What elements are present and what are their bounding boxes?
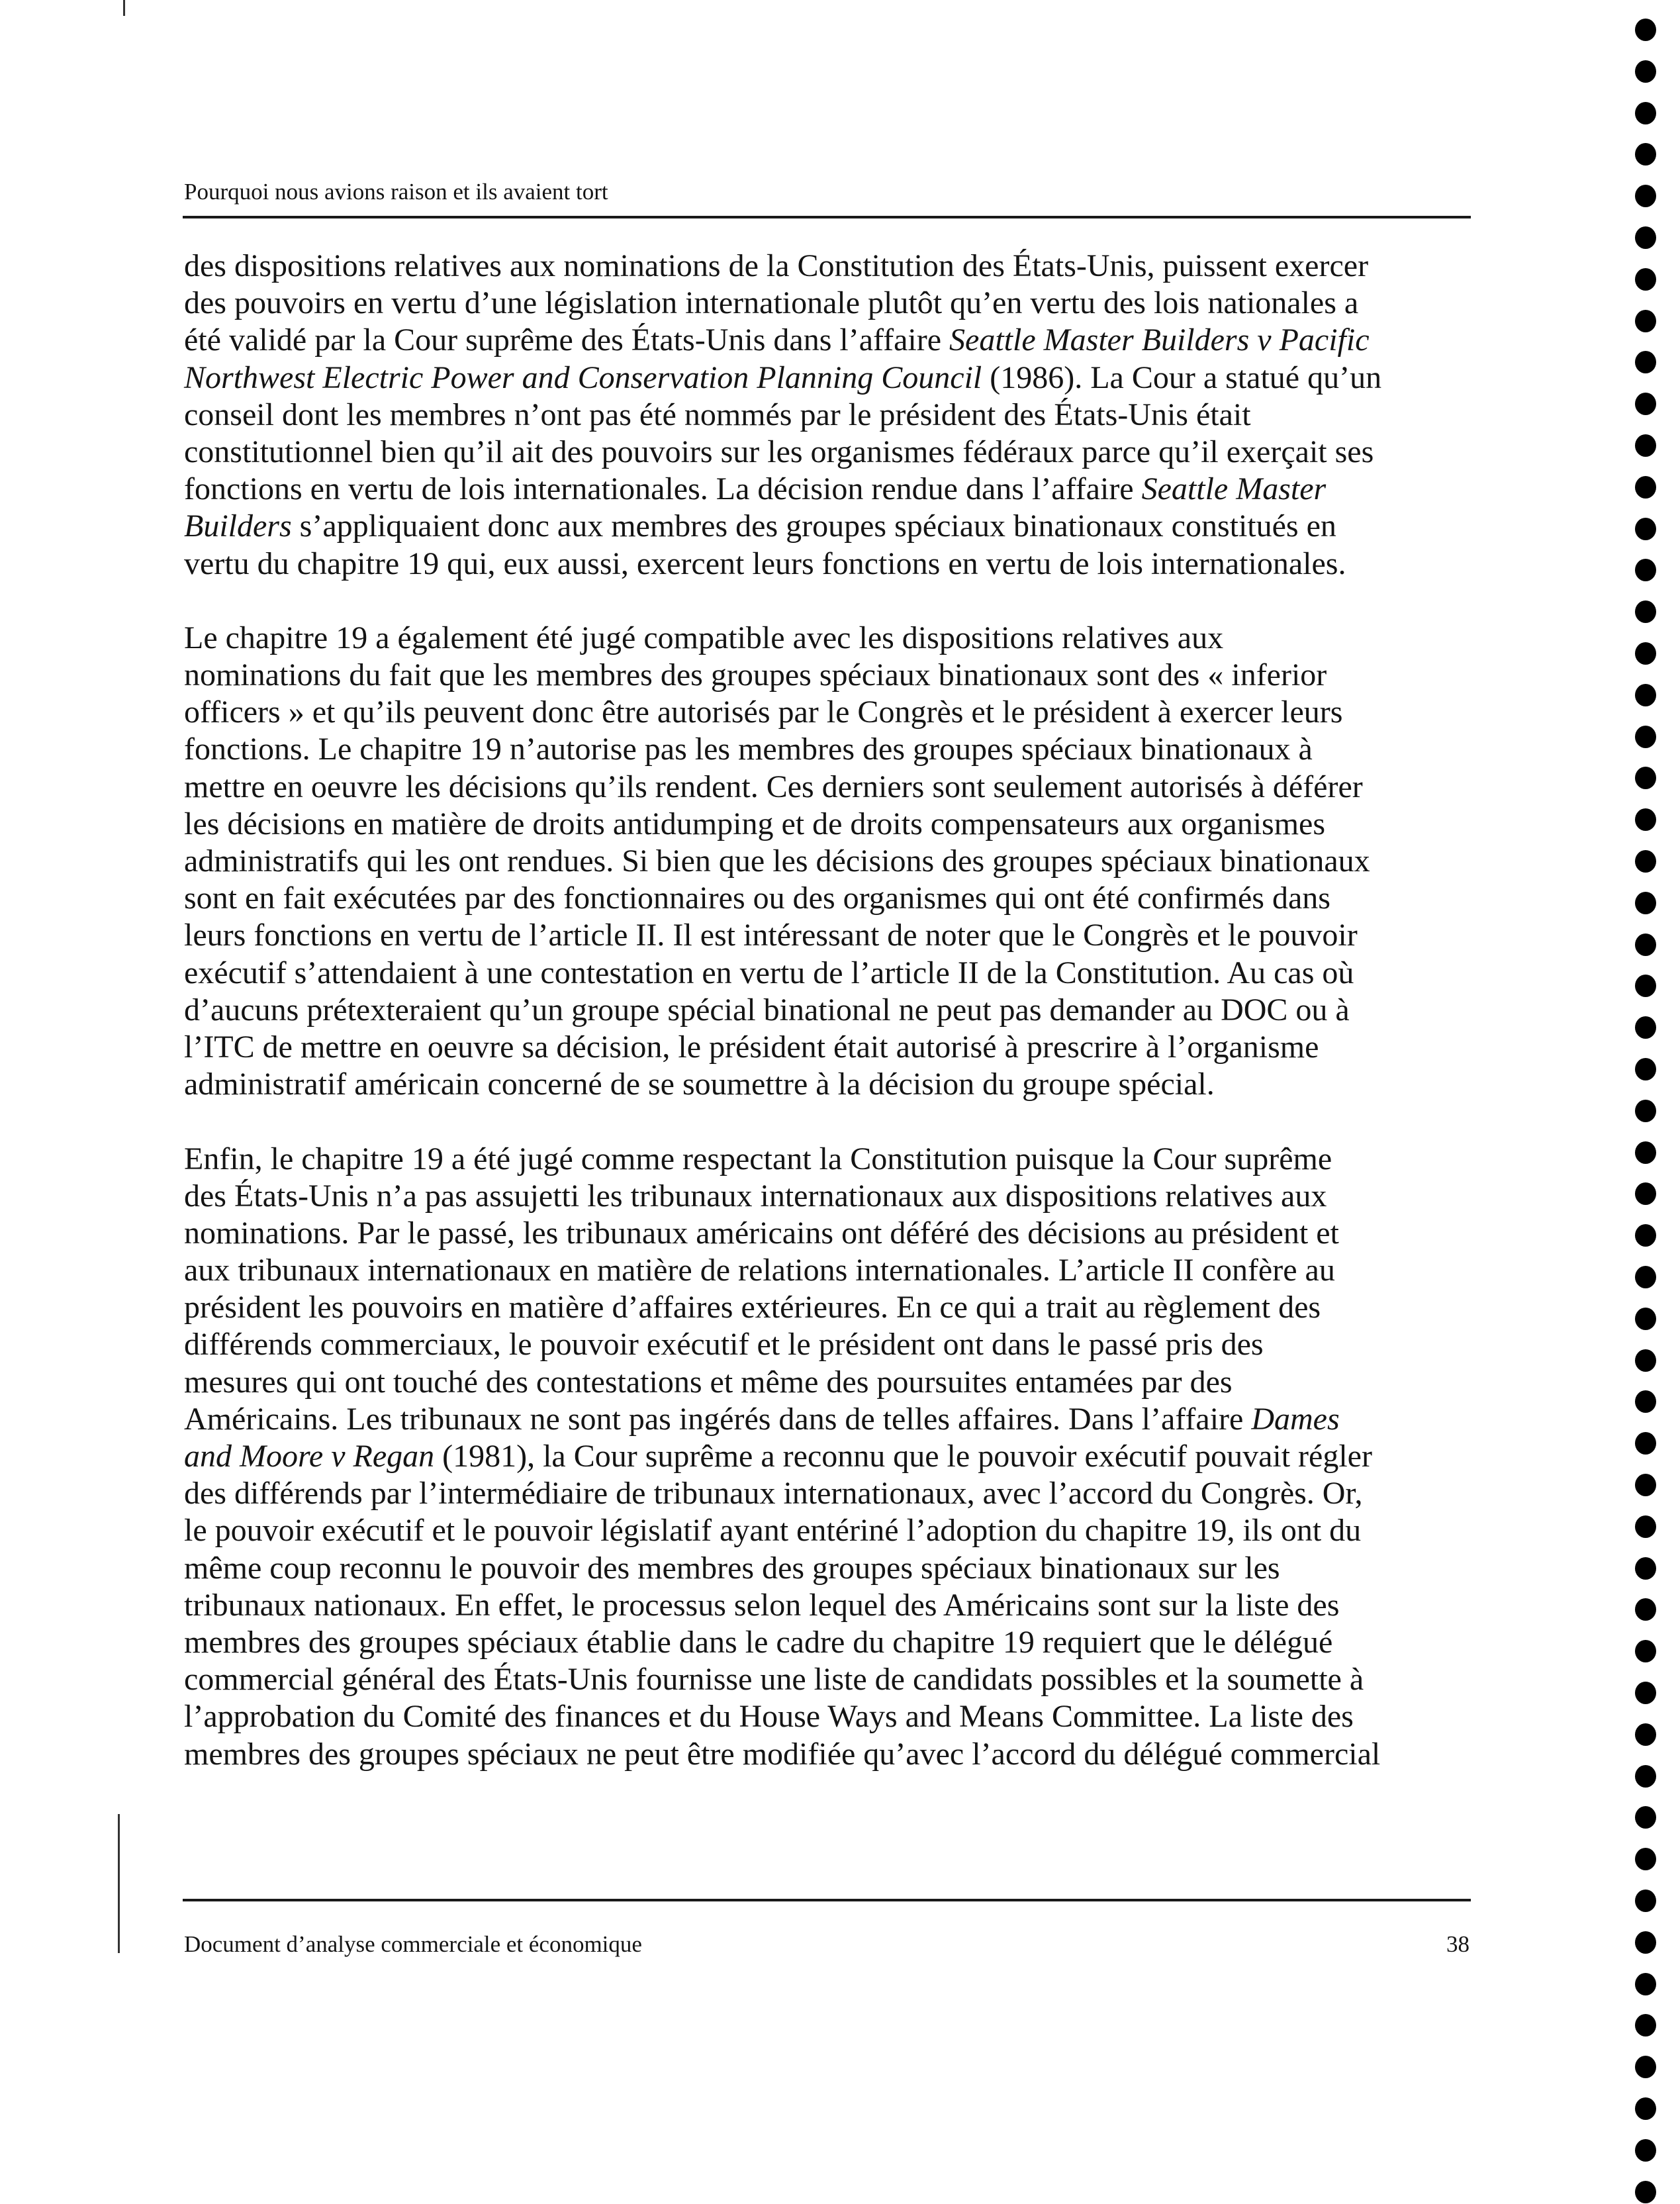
binding-hole xyxy=(1635,1390,1656,1413)
text-run: membres des groupes spéciaux établie dans le cadre du chapitre 19 requiert que le délégué xyxy=(184,1624,1333,1660)
text-run: fonctions. Le chapitre 19 n’autorise pas les membres des groupes spéciaux binationaux à xyxy=(184,732,1313,767)
binding-hole xyxy=(1635,1598,1656,1621)
text-run: d’aucuns prétexteraient qu’un groupe spécial binational ne peut pas demander au DOC ou à xyxy=(184,992,1350,1028)
text-line xyxy=(184,471,1475,508)
text-line xyxy=(184,508,1475,545)
text-line xyxy=(184,546,1475,583)
text-run: des différends par l’intermédiaire de tribunaux internationaux, avec l’accord du Congrès. Or, xyxy=(184,1476,1363,1511)
binding-hole xyxy=(1635,60,1656,83)
text-line xyxy=(184,1066,1475,1103)
binding-hole xyxy=(1635,684,1656,706)
binding-hole xyxy=(1635,143,1656,166)
binding-hole xyxy=(1635,434,1656,457)
paragraph xyxy=(184,248,1475,583)
binding-hole xyxy=(1635,600,1656,623)
binding-hole xyxy=(1635,808,1656,831)
text-line xyxy=(184,955,1475,992)
text-line xyxy=(184,1401,1475,1438)
binding-hole xyxy=(1635,1474,1656,1496)
text-line xyxy=(184,1587,1475,1624)
page-number: 38 xyxy=(1446,1931,1470,1957)
binding-hole xyxy=(1635,1100,1656,1122)
text-run: (1981), la Cour suprême a reconnu que le pouvoir exécutif pouvait régler xyxy=(434,1439,1372,1474)
text-line xyxy=(184,1550,1475,1587)
binding-hole xyxy=(1635,226,1656,249)
text-run: sont en fait exécutées par des fonctionnaires ou des organismes qui ont été confirmés dans xyxy=(184,881,1330,916)
binding-hole xyxy=(1635,642,1656,665)
scan-mark xyxy=(118,1814,120,1953)
text-run: mettre en oeuvre les décisions qu’ils rendent. Ces derniers sont seulement autorisés à déférer xyxy=(184,769,1363,804)
text-line xyxy=(184,880,1475,917)
text-run: fonctions en vertu de lois internationales. La décision rendue dans l’affaire xyxy=(184,471,1142,507)
paragraph xyxy=(184,620,1475,1103)
binding-hole xyxy=(1635,310,1656,332)
text-run: exécutif s’attendaient à une contestation en vertu de l’article II de la Constitution. Au cas où xyxy=(184,955,1354,990)
text-run: leurs fonctions en vertu de l’article II. Il est intéressant de noter que le Congrès et le pouvoir xyxy=(184,918,1358,953)
text-run: Enfin, le chapitre 19 a été jugé comme respectant la Constitution puisque la Cour suprême xyxy=(184,1141,1332,1176)
text-line xyxy=(184,731,1475,768)
text-run: des pouvoirs en vertu d’une législation internationale plutôt qu’en vertu des lois nationales a xyxy=(184,285,1359,321)
text-line xyxy=(184,1698,1475,1735)
binding-hole xyxy=(1635,1349,1656,1372)
footer-rule xyxy=(183,1899,1471,1901)
text-line xyxy=(184,843,1475,880)
binding-hole xyxy=(1635,1224,1656,1247)
binding-hole xyxy=(1635,1765,1656,1788)
text-line xyxy=(184,1215,1475,1252)
text-run: Américains. Les tribunaux ne sont pas ingérés dans de telles affaires. Dans l’affaire xyxy=(184,1401,1252,1437)
text-line xyxy=(184,359,1475,397)
text-run: officers » et qu’ils peuvent donc être autorisés par le Congrès et le président à exercer leurs xyxy=(184,695,1343,730)
text-line xyxy=(184,917,1475,954)
binding-hole xyxy=(1635,1266,1656,1288)
text-run: s’appliquaient donc aux membres des groupes spéciaux binationaux constitués en xyxy=(291,508,1336,544)
binding-hole xyxy=(1635,892,1656,914)
text-run: membres des groupes spéciaux ne peut être modifiée qu’avec l’accord du délégué commercial xyxy=(184,1736,1381,1772)
binding-hole xyxy=(1635,1640,1656,1662)
binding-hole xyxy=(1635,1848,1656,1870)
binding-hole xyxy=(1635,185,1656,207)
binding-hole xyxy=(1635,2056,1656,2078)
binding-hole xyxy=(1635,19,1656,41)
text-run: nominations du fait que les membres des groupes spéciaux binationaux sont des « inferior xyxy=(184,657,1327,693)
text-line xyxy=(184,657,1475,694)
text-run: président les pouvoirs en matière d’affaires extérieures. En ce qui a trait au règlement des xyxy=(184,1290,1321,1325)
binding-hole xyxy=(1635,1806,1656,1829)
text-run: constitutionnel bien qu’il ait des pouvoirs sur les organismes fédéraux parce qu’il exerçait ses xyxy=(184,434,1374,469)
binding-hole xyxy=(1635,1515,1656,1538)
binding-hole xyxy=(1635,2181,1656,2203)
binding-hole xyxy=(1635,1016,1656,1039)
running-header: Pourquoi nous avions raison et ils avaient tort xyxy=(184,179,608,205)
binding-hole xyxy=(1635,1557,1656,1580)
text-line xyxy=(184,769,1475,806)
text-run: mesures qui ont touché des contestations et même des poursuites entamées par des xyxy=(184,1364,1233,1400)
binding-hole xyxy=(1635,1723,1656,1746)
binding-hole xyxy=(1635,476,1656,499)
scan-mark xyxy=(123,0,125,16)
text-run: des dispositions relatives aux nominations de la Constitution des États-Unis, puissent exercer xyxy=(184,248,1369,283)
binding-hole xyxy=(1635,559,1656,581)
binding-hole xyxy=(1635,1141,1656,1164)
text-line xyxy=(184,1252,1475,1289)
text-line xyxy=(184,620,1475,657)
text-line xyxy=(184,1029,1475,1066)
binding-hole xyxy=(1635,351,1656,373)
text-run: aux tribunaux internationaux en matière de relations internationales. L’article II confère au xyxy=(184,1253,1335,1288)
text-line xyxy=(184,248,1475,285)
text-run: l’ITC de mettre en oeuvre sa décision, le président était autorisé à prescrire à l’organisme xyxy=(184,1029,1319,1065)
binding-hole xyxy=(1635,102,1656,124)
text-line xyxy=(184,1512,1475,1549)
binding-hole xyxy=(1635,1432,1656,1455)
text-line xyxy=(184,1736,1475,1773)
binding-hole xyxy=(1635,393,1656,415)
text-run: administratif américain concerné de se soumettre à la décision du groupe spécial. xyxy=(184,1067,1215,1102)
binding-hole xyxy=(1635,850,1656,873)
text-line xyxy=(184,1624,1475,1661)
text-run: (1986). La Cour a statué qu’un xyxy=(982,359,1382,395)
binding-hole xyxy=(1635,1308,1656,1330)
binding-hole xyxy=(1635,268,1656,291)
text-run: les décisions en matière de droits antidumping et de droits compensateurs aux organismes xyxy=(184,806,1326,841)
paragraph-gap xyxy=(184,583,1475,620)
text-line xyxy=(184,1326,1475,1363)
text-run: même coup reconnu le pouvoir des membres des groupes spéciaux binationaux sur les xyxy=(184,1550,1280,1586)
binding-holes xyxy=(1635,0,1661,2204)
text-line xyxy=(184,434,1475,471)
text-line xyxy=(184,1475,1475,1512)
text-line xyxy=(184,397,1475,434)
binding-hole xyxy=(1635,975,1656,997)
text-line xyxy=(184,1661,1475,1698)
text-line xyxy=(184,1364,1475,1401)
binding-hole xyxy=(1635,2014,1656,2036)
binding-hole xyxy=(1635,1890,1656,1912)
text-line xyxy=(184,806,1475,843)
paragraph-gap xyxy=(184,1103,1475,1140)
text-run: commercial général des États-Unis fournisse une liste de candidats possibles et la soumette à xyxy=(184,1662,1364,1698)
text-run: nominations. Par le passé, les tribunaux américains ont déféré des décisions au président et xyxy=(184,1215,1339,1251)
binding-hole xyxy=(1635,2097,1656,2120)
case-name-italic: Dames xyxy=(1251,1401,1340,1437)
case-name-italic: Seattle Master xyxy=(1141,471,1327,507)
binding-hole xyxy=(1635,518,1656,540)
binding-hole xyxy=(1635,1931,1656,1954)
case-name-italic: Northwest Electric Power and Conservation Planning Council xyxy=(184,359,982,395)
text-line xyxy=(184,1178,1475,1215)
text-run: différends commerciaux, le pouvoir exécutif et le président ont dans le passé pris des xyxy=(184,1327,1264,1363)
binding-hole xyxy=(1635,1973,1656,1995)
text-line xyxy=(184,1141,1475,1178)
binding-hole xyxy=(1635,2139,1656,2162)
text-run: le pouvoir exécutif et le pouvoir législatif ayant entériné l’adoption du chapitre 19, ils ont du xyxy=(184,1513,1362,1549)
text-line xyxy=(184,694,1475,731)
text-run: tribunaux nationaux. En effet, le processus selon lequel des Américains sont sur la liste des xyxy=(184,1587,1340,1623)
text-line xyxy=(184,1289,1475,1326)
text-run: des États-Unis n’a pas assujetti les tribunaux internationaux aux dispositions relatives aux xyxy=(184,1178,1327,1214)
text-run: l’approbation du Comité des finances et du House Ways and Means Committee. La liste des xyxy=(184,1699,1354,1735)
header-rule xyxy=(183,216,1471,218)
text-line xyxy=(184,1438,1475,1475)
binding-hole xyxy=(1635,1682,1656,1704)
binding-hole xyxy=(1635,1058,1656,1080)
paragraph xyxy=(184,1141,1475,1773)
text-run: été validé par la Cour suprême des États-Unis dans l’affaire xyxy=(184,322,950,358)
text-run: conseil dont les membres n’ont pas été nommés par le président des États-Unis était xyxy=(184,397,1251,432)
binding-hole xyxy=(1635,767,1656,789)
text-line xyxy=(184,322,1475,359)
case-name-italic: Builders xyxy=(184,508,292,544)
case-name-italic: and Moore v Regan xyxy=(184,1439,435,1474)
text-run: administratifs qui les ont rendues. Si bien que les décisions des groupes spéciaux binationaux xyxy=(184,843,1370,879)
text-line xyxy=(184,285,1475,322)
binding-hole xyxy=(1635,1182,1656,1205)
body-text xyxy=(184,248,1475,1773)
case-name-italic: Seattle Master Builders v Pacific xyxy=(949,322,1370,358)
text-run: Le chapitre 19 a également été jugé compatible avec les dispositions relatives aux xyxy=(184,620,1224,655)
text-run: vertu du chapitre 19 qui, eux aussi, exercent leurs fonctions en vertu de lois internationales. xyxy=(184,546,1346,581)
footer-title: Document d’analyse commerciale et économique xyxy=(184,1931,642,1957)
binding-hole xyxy=(1635,934,1656,956)
text-line xyxy=(184,992,1475,1029)
binding-hole xyxy=(1635,726,1656,748)
